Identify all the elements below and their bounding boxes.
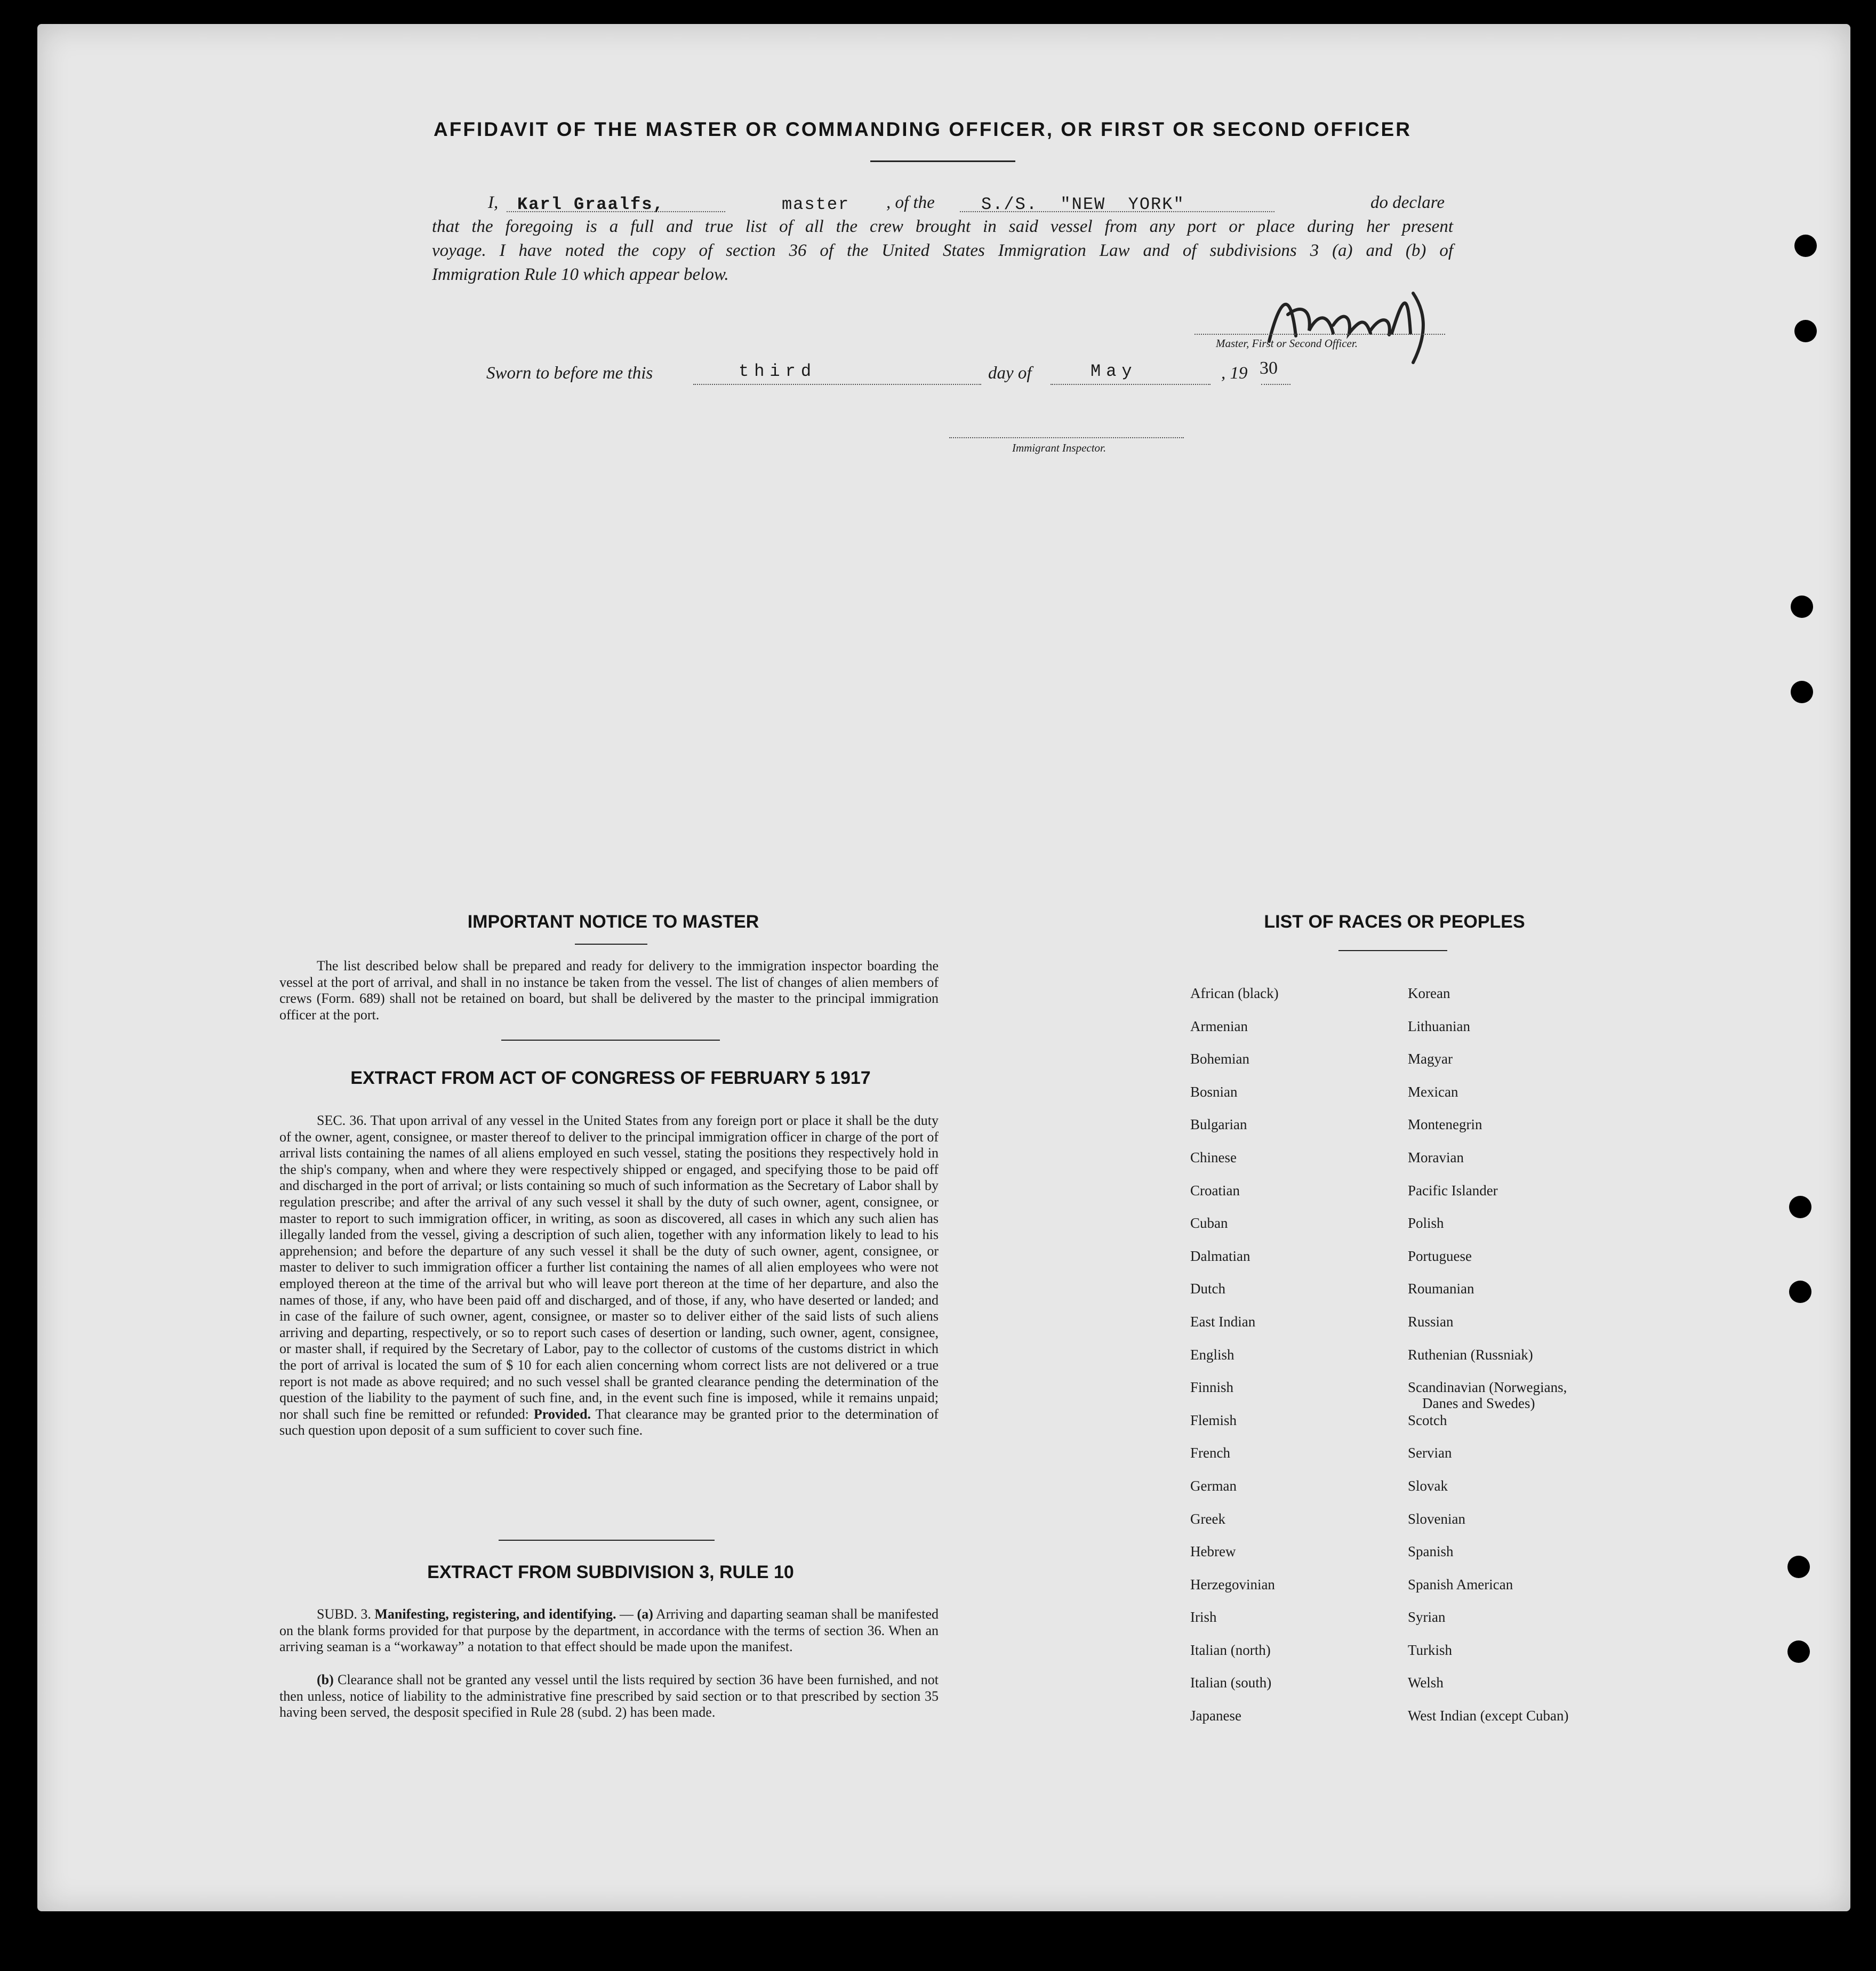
race-item: Mexican — [1408, 1083, 1458, 1100]
rule-title: EXTRACT FROM SUBDIVISION 3, RULE 10 — [427, 1562, 794, 1582]
signature-caption: Master, First or Second Officer. — [1216, 337, 1358, 350]
race-item: Armenian — [1190, 1018, 1248, 1034]
affidavit-line-4: Immigration Rule 10 which appear below. — [432, 265, 729, 284]
race-item: Herzegovinian — [1190, 1576, 1275, 1592]
race-item: Italian (north) — [1190, 1642, 1271, 1658]
race-item: Greek — [1190, 1510, 1225, 1527]
race-item: Croatian — [1190, 1182, 1240, 1198]
do-declare-label: do declare — [1370, 193, 1445, 212]
race-item: Bosnian — [1190, 1083, 1238, 1100]
race-item: Turkish — [1408, 1642, 1453, 1658]
month-blank — [1051, 384, 1210, 385]
race-item: Slovenian — [1408, 1510, 1465, 1527]
race-item: Dutch — [1190, 1281, 1225, 1297]
race-item: Hebrew — [1190, 1543, 1236, 1560]
race-item: Pacific Islander — [1408, 1182, 1498, 1198]
signature-line — [1194, 334, 1445, 335]
race-item: Dalmatian — [1190, 1248, 1250, 1264]
race-item: Moravian — [1408, 1149, 1464, 1165]
day-blank — [693, 384, 981, 385]
race-item: Japanese — [1190, 1708, 1241, 1724]
race-item: Magyar — [1408, 1051, 1453, 1067]
race-item: French — [1190, 1445, 1230, 1461]
act-end-divider — [499, 1540, 715, 1541]
sworn-day: third — [739, 361, 817, 381]
race-item: Servian — [1408, 1445, 1452, 1461]
title-divider — [870, 160, 1015, 162]
a-text: Arriving and daparting seaman shall be manifested on the blank forms provided for that purpose by the department, in accordance with the terms of section 36. When an arriving seaman is a “workaway” a notation to that effect should be made upon the manifest. — [279, 1606, 939, 1655]
day-of-label: day of — [988, 364, 1032, 383]
i-label: I, — [488, 193, 499, 212]
race-item: Portuguese — [1408, 1248, 1472, 1264]
a-label: (a) — [637, 1606, 653, 1622]
punch-hole — [1789, 1281, 1811, 1303]
race-item: German — [1190, 1477, 1237, 1494]
race-item: Spanish — [1408, 1543, 1454, 1560]
race-item: Flemish — [1190, 1412, 1237, 1428]
race-item: Welsh — [1408, 1675, 1444, 1691]
race-item: Irish — [1190, 1609, 1217, 1626]
punch-hole — [1787, 1556, 1810, 1578]
year-prefix: , 19 — [1221, 364, 1248, 383]
act-text-main: SEC. 36. That upon arrival of any vessel in the United States from any foreign port or place it shall be the duty of the owner, agent, consignee, or master thereof to deliver to the principal immigration officer in charge of the port of arrival lists containing the names of all aliens employed en such vessel, stating the positions they respectively hold in the ship's company, when and where they were respectively shipped or engaged, and specifying those to be paid off and discharged in the port of arrival; or lists containing so much of such information as the Secretary of Labor shall by regulation prescribe; and after the arrival of any such vessel it shall by the duty of such owner, agent, consignee, or master to report to such immigration officer, in writing, as soon as discovered, all cases in which any such alien has illegally landed from the vessel, giving a description of such alien, together with any information likely to lead to his apprehension; and before the departure of any such vessel it shall be the duty of such owner, agent, consignee, or master to deliver to such immigration officer a further list containing the names of all alien employees who were not employed thereon at the time of the arrival but who will leave port thereon at the time of her departure, and also the names of those, if any, who have been paid off and discharged, and of those, if any, who have deserted or landed; and in case of the failure of such owner, agent, consignee, or master so to deliver either of the said lists of such aliens arriving and departing, respectively, or so to report such cases of desertion or landing, such owner, agent, consignee, or master shall, if required by the Secretary of Labor, pay to the collector of customs of the customs district in which the port of arrival is located the sum of $ 10 for each alien concerning whom correct lists are not delivered or a true report is not made as above required; and no such vessel shall be granted clearance pending the determination of the question of the liability to the payment of such fine, and, in the event such fine is imposed, while it remains unpaid; nor shall such fine be remitted or refunded: — [279, 1113, 939, 1422]
vessel-name: S./S. "NEW YORK" — [981, 195, 1185, 214]
race-item: Polish — [1408, 1215, 1444, 1232]
race-item: Bohemian — [1190, 1051, 1249, 1067]
master-rank: master — [782, 195, 850, 214]
race-item: Lithuanian — [1408, 1018, 1470, 1034]
b-label: (b) — [317, 1672, 334, 1687]
race-item: English — [1190, 1346, 1234, 1363]
provided-label: Provided. — [533, 1406, 591, 1422]
notice-end-divider — [501, 1040, 720, 1041]
race-item: Italian (south) — [1190, 1675, 1272, 1691]
year-suffix: 30 — [1260, 358, 1278, 378]
punch-hole — [1789, 1196, 1811, 1218]
act-text — [279, 1113, 939, 1439]
race-item: Korean — [1408, 985, 1450, 1001]
affidavit-line-1 — [432, 191, 1453, 215]
races-title: LIST OF RACES OR PEOPLES — [1264, 912, 1525, 932]
race-item: Spanish American — [1408, 1576, 1513, 1592]
rule-text-a: SUBD. 3. Manifesting, registering, and identifying. — (a) Arriving and daparting seaman shall be manifested on the blank forms provided for that purpose by the department, in accordance with the terms of section 36. When an arriving seaman is a “workaway” a notation to that effect should be made upon the manifest. — [279, 1606, 939, 1655]
punch-hole — [1794, 235, 1817, 257]
punch-hole — [1791, 596, 1813, 618]
notice-divider — [575, 944, 647, 945]
subd-heading: Manifesting, registering, and identifying. — [374, 1606, 616, 1622]
punch-hole — [1787, 1640, 1810, 1663]
race-item: West Indian (except Cuban) — [1408, 1708, 1569, 1724]
master-name: Karl Graalfs, — [517, 195, 664, 214]
master-signature — [1258, 267, 1450, 373]
races-divider — [1338, 950, 1447, 951]
punch-hole — [1794, 320, 1817, 342]
year-blank — [1261, 384, 1290, 385]
sworn-month: May — [1091, 361, 1137, 381]
race-item: Scandinavian (Norwegians, Danes and Swedes) — [1408, 1379, 1567, 1412]
affidavit-line-2: that the foregoing is a full and true list of all the crew brought in said vessel from any port or place during her present — [432, 217, 1453, 236]
race-item: Chinese — [1190, 1149, 1237, 1165]
race-item: East Indian — [1190, 1313, 1256, 1330]
race-item: Syrian — [1408, 1609, 1446, 1626]
race-item: Finnish — [1190, 1379, 1234, 1396]
subd-label: SUBD. 3. — [317, 1606, 371, 1622]
act-title: EXTRACT FROM ACT OF CONGRESS OF FEBRUARY 5 1917 — [350, 1068, 871, 1088]
race-item: Scotch — [1408, 1412, 1447, 1428]
affidavit-title: AFFIDAVIT OF THE MASTER OR COMMANDING OFFICER, OR FIRST OR SECOND OFFICER — [434, 118, 1412, 140]
b-text: Clearance shall not be granted any vessel until the lists required by section 36 have been furnished, and not then unless, notice of liability to the administrative fine prescribed by said section or to that prescribed by section 35 having been served, the desposit specified in Rule 28 (subd. 2) has been made. — [279, 1672, 939, 1720]
notice-text: The list described below shall be prepared and ready for delivery to the immigration inspector boarding the vessel at the port of arrival, and shall in no instance be taken from the vessel. The list of changes of alien members of crews (Form. 689) shall not be retained on board, but shall be delivered by the master to the principal immigration officer at the port. — [279, 958, 939, 1023]
race-item: Russian — [1408, 1313, 1454, 1330]
inspector-caption: Immigrant Inspector. — [1012, 441, 1107, 454]
races-right-column — [1408, 985, 1568, 1741]
races-left-column — [1190, 985, 1279, 1741]
rule-text-b — [279, 1672, 939, 1721]
notice-title: IMPORTANT NOTICE TO MASTER — [467, 912, 759, 932]
of-the-label: , of the — [886, 193, 935, 212]
race-item: Cuban — [1190, 1215, 1228, 1232]
sworn-label: Sworn to before me this — [486, 364, 653, 383]
race-item: Montenegrin — [1408, 1116, 1482, 1133]
race-item: African (black) — [1190, 985, 1279, 1001]
race-item: Bulgarian — [1190, 1116, 1247, 1133]
affidavit-line-3: voyage. I have noted the copy of section 36 of the United States Immigration Law and of subdivisions 3 (a) and (b) of — [432, 241, 1453, 260]
punch-hole — [1791, 681, 1813, 703]
act-text-end: That clearance may be granted prior to the determination of such question upon deposit of a sum sufficient to cover such fine. — [279, 1406, 939, 1438]
race-item: Roumanian — [1408, 1281, 1474, 1297]
race-item: Ruthenian (Russniak) — [1408, 1346, 1533, 1363]
inspector-line — [949, 437, 1184, 438]
race-item: Slovak — [1408, 1477, 1448, 1494]
